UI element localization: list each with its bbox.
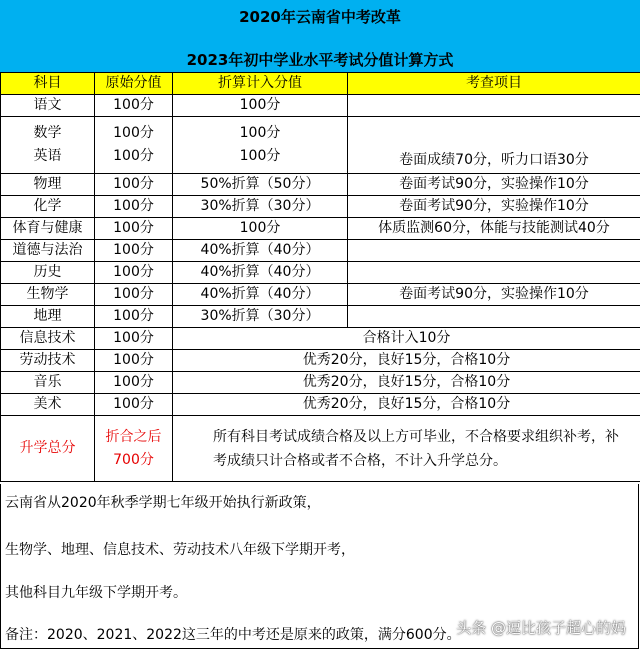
converted-score-cell: 40%折算（40分） <box>173 262 348 284</box>
raw-score-cell: 100分 <box>95 262 173 284</box>
note-line: 备注：2020、2021、2022这三年的中考还是原来的政策，满分600分。 <box>5 627 461 643</box>
table-row <box>1 350 640 372</box>
table-row <box>1 95 640 117</box>
items-cell <box>348 262 640 284</box>
raw-score-cell: 100分 <box>95 174 173 196</box>
subject-cell: 劳动技术 <box>1 350 95 372</box>
table-row <box>1 306 640 328</box>
merged-score-cell: 合格计入10分 <box>173 328 640 350</box>
subject-label: 英语 <box>33 148 62 164</box>
raw-score-cell: 100分 <box>95 240 173 262</box>
converted-score-cell: 50%折算（50分） <box>173 174 348 196</box>
table-row <box>1 372 640 394</box>
converted-score-cell: 30%折算（30分） <box>173 306 348 328</box>
items-cell <box>348 117 640 174</box>
raw-score-cell: 100分 <box>95 284 173 306</box>
items-cell: 卷面考试90分，实验操作10分 <box>348 196 640 218</box>
raw-score-cell: 100分 <box>95 95 173 117</box>
items-cell <box>348 240 640 262</box>
raw-score-cell: 100分 <box>95 218 173 240</box>
converted-score-cell: 30%折算（30分） <box>173 196 348 218</box>
raw-score-cell: 100分 <box>95 306 173 328</box>
subject-label: 数学 <box>33 125 62 141</box>
subject-cell: 音乐 <box>1 372 95 394</box>
subject-cell: 地理 <box>1 306 95 328</box>
subject-cell: 生物学 <box>1 284 95 306</box>
subject-cell: 美术 <box>1 394 95 416</box>
title-banner <box>0 0 640 72</box>
table-row <box>1 196 640 218</box>
subject-cell <box>1 117 95 174</box>
note-line: 其他科目九年级下学期开考。 <box>5 585 187 601</box>
table-row <box>1 394 640 416</box>
table-row <box>1 218 640 240</box>
raw-score: 100分 <box>113 125 154 141</box>
table-row <box>1 328 640 350</box>
subject-cell: 物理 <box>1 174 95 196</box>
table-row <box>1 240 640 262</box>
raw-score-cell: 100分 <box>95 196 173 218</box>
subject-cell: 历史 <box>1 262 95 284</box>
merged-score-cell: 优秀20分，良好15分，合格10分 <box>173 350 640 372</box>
column-header: 折算计入分值 <box>173 73 348 95</box>
column-header: 科目 <box>1 73 95 95</box>
raw-score-cell: 100分 <box>95 350 173 372</box>
raw-score-cell: 100分 <box>95 372 173 394</box>
table-row <box>1 284 640 306</box>
items-cell: 卷面考试90分，实验操作10分 <box>348 284 640 306</box>
items-cell <box>348 95 640 117</box>
converted-score-cell: 100分 <box>173 95 348 117</box>
total-score-value: 700分 <box>113 451 154 468</box>
page-subtitle: 2023年初中学业水平考试分值计算方式 <box>186 51 454 69</box>
raw-score-cell: 100分 <box>95 328 173 350</box>
items-cell: 体质监测60分，体能与技能测试40分 <box>348 218 640 240</box>
page-title: 2020年云南省中考改革 <box>239 8 401 26</box>
raw-score: 100分 <box>113 148 154 164</box>
subject-cell: 化学 <box>1 196 95 218</box>
watermark: 头条 @逗比孩子超心的妈 <box>456 619 626 637</box>
note-line: 云南省从2020年秋季学期七年级开始执行新政策， <box>5 495 321 511</box>
raw-score-cell: 100分 <box>95 394 173 416</box>
total-score-line: 折合之后 <box>105 428 162 445</box>
converted-score-cell <box>173 117 348 174</box>
subject-cell: 体育与健康 <box>1 218 95 240</box>
items-cell: 卷面考试90分，实验操作10分 <box>348 174 640 196</box>
converted-score-cell: 40%折算（40分） <box>173 284 348 306</box>
table-row <box>1 174 640 196</box>
converted-score: 100分 <box>239 125 281 141</box>
subject-cell: 道德与法治 <box>1 240 95 262</box>
subject-cell: 语文 <box>1 95 95 117</box>
merged-score-cell: 优秀20分，良好15分，合格10分 <box>173 394 640 416</box>
table-row <box>1 262 640 284</box>
total-row <box>1 416 640 482</box>
table-header-row <box>1 73 640 95</box>
column-header: 考查项目 <box>348 73 640 95</box>
converted-score-cell: 40%折算（40分） <box>173 240 348 262</box>
total-description: 所有科目考试成绩合格及以上方可毕业，不合格要求组织补考，补考成绩只计合格或者不合格，不计入升学总分。 <box>173 416 640 482</box>
table-row <box>1 117 640 174</box>
converted-score: 100分 <box>239 148 281 164</box>
column-header: 原始分值 <box>95 73 173 95</box>
items-cell <box>348 306 640 328</box>
raw-score-cell <box>95 117 173 174</box>
subject-cell: 信息技术 <box>1 328 95 350</box>
merged-score-cell: 优秀20分，良好15分，合格10分 <box>173 372 640 394</box>
total-score-cell <box>95 416 173 482</box>
note-line: 生物学、地理、信息技术、劳动技术八年级下学期开考， <box>5 542 355 558</box>
total-label: 升学总分 <box>1 416 95 482</box>
score-table <box>0 72 640 482</box>
items-text: 卷面成绩70分，听力口语30分 <box>399 152 589 168</box>
converted-score-cell: 100分 <box>173 218 348 240</box>
